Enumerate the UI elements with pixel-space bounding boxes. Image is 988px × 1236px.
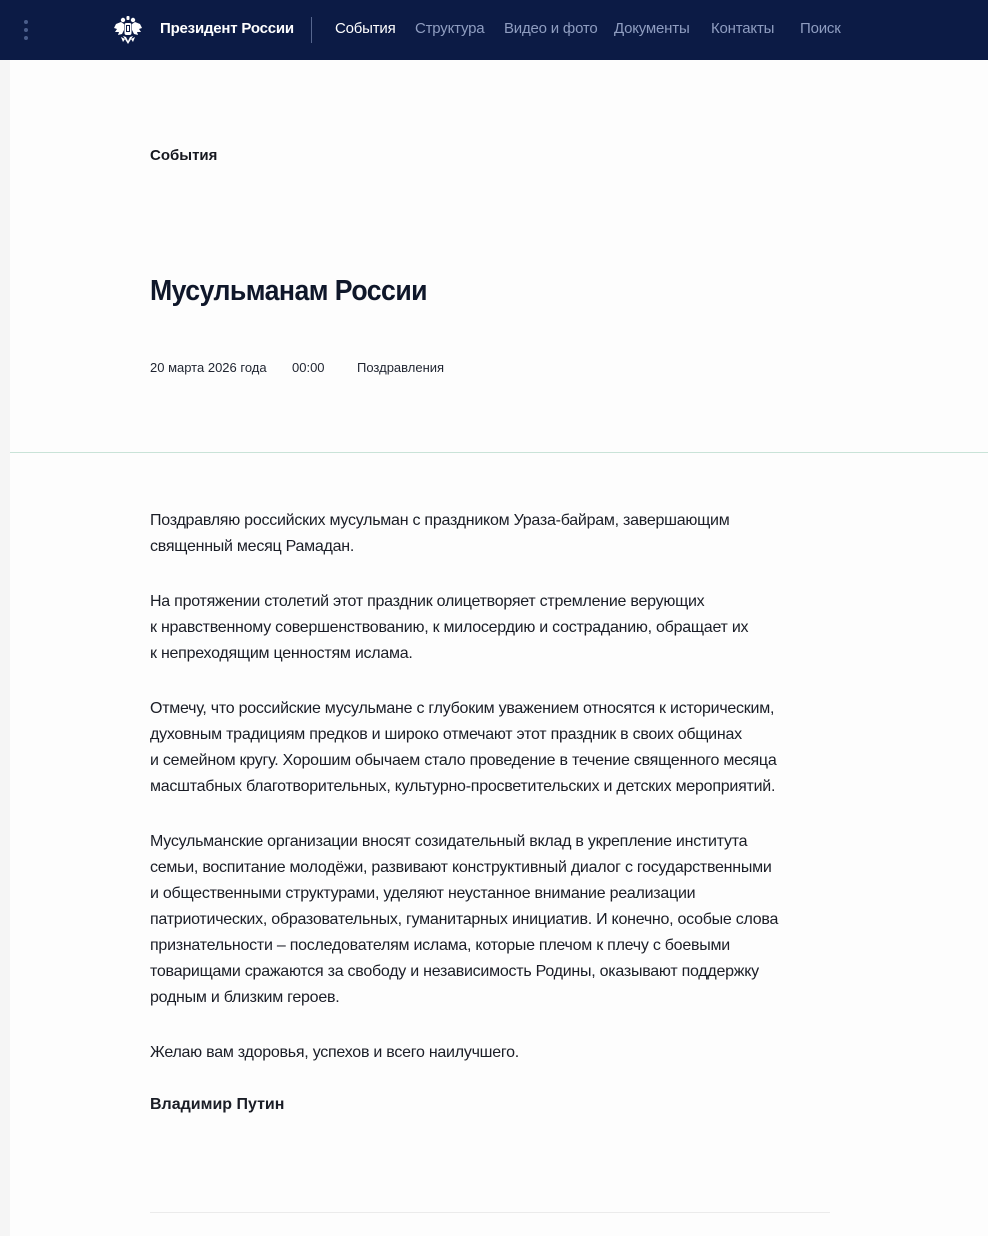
- article-category-link[interactable]: Поздравления: [357, 360, 445, 375]
- nav-contacts[interactable]: Контакты: [711, 20, 775, 37]
- text-line: Мусульманские организации вносят созидательный вклад в укрепление института: [150, 833, 748, 850]
- paragraph: [150, 589, 830, 667]
- text-line: к непреходящим ценностям ислама.: [150, 645, 413, 662]
- nav-events[interactable]: События: [335, 20, 396, 37]
- text-line: духовным традициям предков и широко отмечают этот праздник в своих общинах: [150, 726, 742, 743]
- text-line: На протяжении столетий этот праздник олицетворяет стремление верующих: [150, 593, 705, 610]
- text-line: священный месяц Рамадан.: [150, 538, 355, 555]
- vertical-dots-icon[interactable]: [20, 20, 32, 40]
- header-divider: [10, 452, 988, 453]
- paragraph: [150, 829, 830, 1011]
- text-line: признательности – последователям ислама, которые плечом к плечу с боевыми: [150, 937, 730, 954]
- text-line: семьи, воспитание молодёжи, развивают конструктивный диалог с государственными: [150, 859, 772, 876]
- text-line: к нравственному совершенствованию, к милосердию и состраданию, обращает их: [150, 619, 749, 636]
- text-line: Поздравляю российских мусульман с праздником Ураза-байрам, завершающим: [150, 512, 730, 529]
- double-headed-eagle-emblem-icon[interactable]: [112, 14, 144, 46]
- top-navigation-bar: [0, 0, 988, 60]
- text-line: родным и близким героев.: [150, 989, 340, 1006]
- site-brand-link[interactable]: Президент России: [160, 20, 294, 37]
- text-line: Отмечу, что российские мусульмане с глубоким уважением относятся к историческим,: [150, 700, 775, 717]
- nav-video-photo[interactable]: Видео и фото: [504, 20, 598, 37]
- article-body: [150, 508, 830, 1095]
- text-line: и семейном кругу. Хорошим обычаем стало проведение в течение священного месяца: [150, 752, 777, 769]
- paragraph: [150, 1040, 830, 1066]
- footer-divider: [150, 1212, 830, 1213]
- nav-search[interactable]: Поиск: [800, 20, 841, 37]
- text-line: Желаю вам здоровья, успехов и всего наилучшего.: [150, 1044, 519, 1061]
- text-line: патриотических, образовательных, гуманитарных инициатив. И конечно, особые слова: [150, 911, 779, 928]
- signature: Владимир Путин: [150, 1096, 285, 1113]
- nav-structure[interactable]: Структура: [415, 20, 485, 37]
- paragraph: [150, 508, 830, 560]
- text-line: и общественными структурами, уделяют неустанное внимание реализации: [150, 885, 696, 902]
- page-title: Мусульманам России: [150, 275, 428, 307]
- nav-documents[interactable]: Документы: [614, 20, 690, 37]
- text-line: масштабных благотворительных, культурно-просветительских и детских мероприятий.: [150, 778, 776, 795]
- article-date: 20 марта 2026 года: [150, 360, 267, 375]
- paragraph: [150, 696, 830, 800]
- breadcrumb-section[interactable]: События: [150, 147, 218, 164]
- text-line: товарищами сражаются за свободу и независимость Родины, оказывают поддержку: [150, 963, 759, 980]
- brand-divider: [311, 17, 312, 43]
- article-time: 00:00: [292, 360, 325, 375]
